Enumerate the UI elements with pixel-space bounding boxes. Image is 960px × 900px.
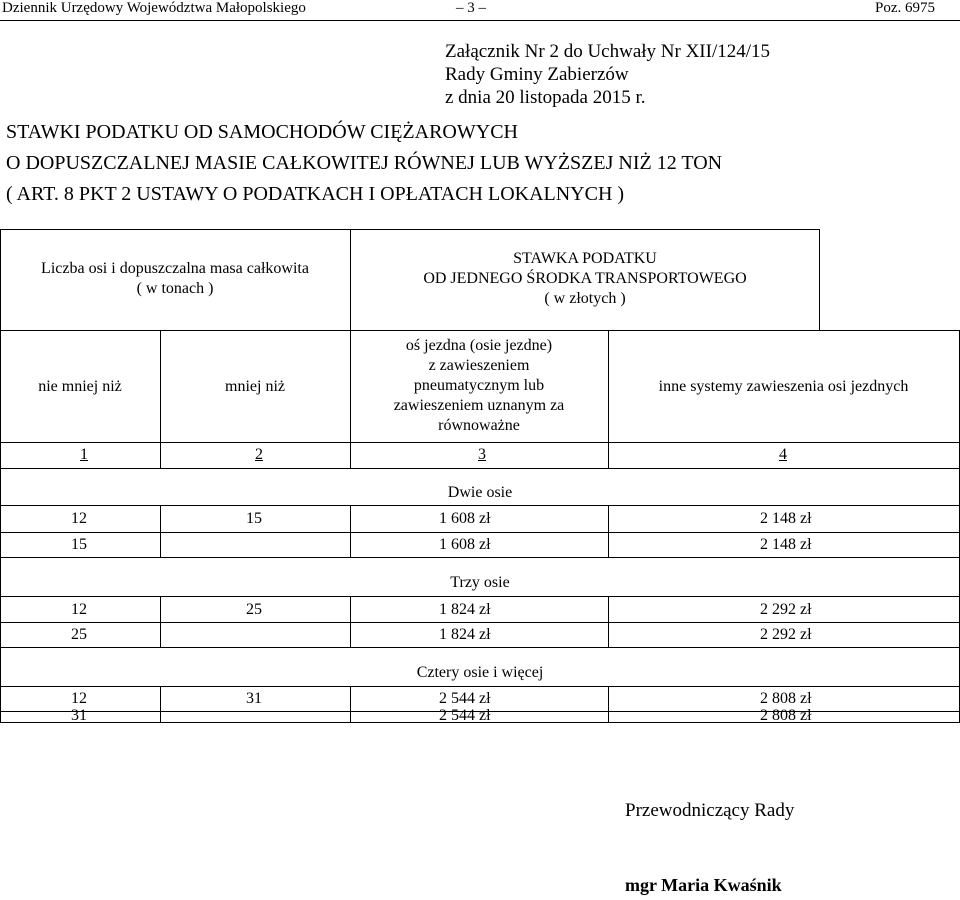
- signature-name: mgr Maria Kwaśnik: [625, 875, 782, 895]
- heading-line: ( ART. 8 PKT 2 USTAWY O PODATKACH I OPŁATACH LOKALNYCH ): [6, 183, 625, 205]
- rate-other: 2 148 zł: [760, 510, 812, 527]
- min-mass: 12: [71, 510, 87, 527]
- col-header-other-suspension: inne systemy zawieszenia osi jezdnych: [658, 378, 909, 395]
- journal-title: Dziennik Urzędowy Województwa Małopolskiego: [2, 0, 306, 16]
- column-number: 2: [255, 446, 263, 463]
- column-number: 1: [80, 446, 88, 463]
- header-text: ( w tonach ): [136, 280, 214, 297]
- annex-line: Rady Gminy Zabierzów: [445, 64, 629, 85]
- min-mass: 12: [71, 601, 87, 618]
- header-text: równoważne: [438, 417, 520, 434]
- header-text: zawieszeniem uznanym za: [393, 397, 565, 414]
- max-mass: 15: [246, 510, 262, 527]
- max-mass: 25: [246, 601, 262, 618]
- min-mass: 31: [71, 707, 87, 724]
- heading-line: STAWKI PODATKU OD SAMOCHODÓW CIĘŻAROWYCH: [6, 121, 518, 143]
- group-title: Dwie osie: [447, 484, 513, 501]
- rate-air: 2 544 zł: [439, 690, 491, 707]
- annex-line: z dnia 20 listopada 2015 r.: [445, 87, 646, 108]
- header-text: oś jezdna (osie jezdne): [405, 337, 553, 354]
- rate-air: 1 824 zł: [439, 626, 491, 643]
- header-text: OD JEDNEGO ŚRODKA TRANSPORTOWEGO: [423, 270, 747, 287]
- rate-air: 1 608 zł: [439, 536, 491, 553]
- page-number: – 3 –: [456, 0, 486, 16]
- header-count-mass: [0, 259, 350, 299]
- rate-other: 2 808 zł: [760, 690, 812, 707]
- col-header-min: nie mniej niż: [38, 378, 122, 395]
- max-mass: 31: [246, 690, 262, 707]
- min-mass: 12: [71, 690, 87, 707]
- heading-line: O DOPUSZCZALNEJ MASIE CAŁKOWITEJ RÓWNEJ LUB WYŻSZEJ NIŻ 12 TON: [6, 152, 723, 174]
- min-mass: 15: [71, 536, 87, 553]
- rate-other: 2 808 zł: [760, 707, 812, 724]
- document-heading: [6, 117, 722, 210]
- column-number: 4: [779, 446, 787, 463]
- column-number: 3: [478, 446, 486, 463]
- page-header: [0, 0, 960, 21]
- rate-air: 1 608 zł: [439, 510, 491, 527]
- col-header-max: mniej niż: [225, 378, 285, 395]
- min-mass: 25: [71, 626, 87, 643]
- header-text: ( w złotych ): [544, 290, 626, 307]
- annex-note: [445, 40, 770, 109]
- header-text: STAWKA PODATKU: [513, 250, 657, 267]
- header-text: z zawieszeniem: [428, 357, 530, 374]
- tax-rate-table: [0, 229, 960, 723]
- rate-other: 2 292 zł: [760, 601, 812, 618]
- signature-title: Przewodniczący Rady: [625, 800, 795, 821]
- position-number: Poz. 6975: [875, 0, 935, 16]
- header-text: pneumatycznym lub: [413, 377, 545, 394]
- header-tax-rate: [351, 249, 819, 309]
- rate-other: 2 148 zł: [760, 536, 812, 553]
- group-title: Cztery osie i więcej: [416, 664, 544, 681]
- rate-air: 1 824 zł: [439, 601, 491, 618]
- rate-other: 2 292 zł: [760, 626, 812, 643]
- col-header-air-suspension: [350, 336, 608, 436]
- header-text: Liczba osi i dopuszczalna masa całkowita: [41, 260, 309, 277]
- rate-air: 2 544 zł: [439, 707, 491, 724]
- group-title: Trzy osie: [450, 574, 510, 591]
- annex-line: Załącznik Nr 2 do Uchwały Nr XII/124/15: [445, 41, 771, 62]
